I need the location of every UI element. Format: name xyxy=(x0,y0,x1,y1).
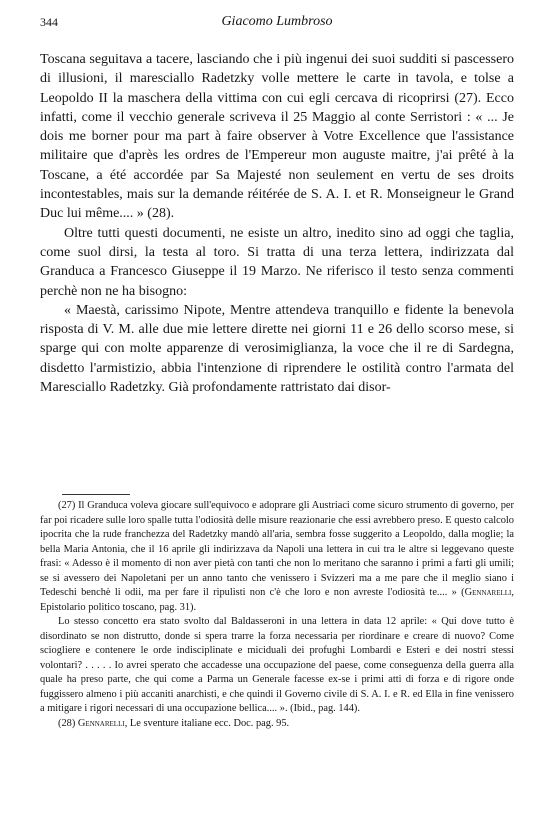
footnote-citation: , Epistolario politico toscano, pag. 31). xyxy=(40,587,514,613)
footnote-author: Gennarelli xyxy=(464,587,512,598)
paragraph: Toscana seguitava a tacere, lasciando che i più ingenui dei suoi sudditi si pascessero di illusioni, il maresciallo Radetzky volle mettere le carte in tavola, e tolse a Leopoldo II la maschera della vittima con cui egli cercava di ricoprirsi (27). Ecco infatti, come il vecchio generale scriveva il 25 Maggio al conte Serristori : « ... Je dois me borner pour ma part à faire observer à Votre Excellence que l'assistance militaire que d'après les ordres de l'Empereur mon auguste maitre, j'ai prêté à la Toscane, a été accordée par Sa Majesté non seulement en vertu de ses droits incontestables, mais sur la demande réitérée de S. A. I. et R. Monseigneur le Grand Duc lui même.... » (28). xyxy=(40,52,514,222)
running-title: Giacomo Lumbroso xyxy=(221,14,333,29)
footnote-author: Gennarelli xyxy=(77,717,125,729)
footnotes xyxy=(40,499,514,731)
page-header xyxy=(40,14,514,34)
footnote-citation: , Le sventure italiane ecc. Doc. pag. 95. xyxy=(124,717,290,729)
page-number: 344 xyxy=(40,15,58,29)
quoted-letter: « Maestà, carissimo Nipote, Mentre attendeva tranquillo e fidente la benevola risposta di V. M. alle due mie lettere dirette nei giorni 11 e 26 dello scorso mese, si sparge qui con molte apparenze di verosimiglianza, la voce che il re di Sardegna, disdetto l'armistizio, abbia l'intenzione di riprendere le ostilità contro l'armata del Maresciallo Radetzky. Già profondamente rattristato dai disor- xyxy=(40,302,514,396)
body-text xyxy=(40,50,514,397)
footnote-text: (27) Il Granduca voleva giocare sull'equivoco e adoprare gli Austriaci come sicuro strumento di governo, per far poi ricadere sulle loro spalle tutta l'odiosità delle misure reazionarie che essi avrebbero preso. E questo calcolo ipocrita che la rude franchezza del Radetzky mandò all'aria, sembra fosse suggerito a Leopoldo, dalla moglie; la bella Maria Antonia, che il 16 aprile gli indirizzava da Napoli una lettera in cui tra le altre si leggevano queste frasi: « Adesso è il momento di non aver pietà con tanti che non lo meritano che saranno i primi a farti gli umili; se si avessero dei Napoletani per un anno tanto che venissero i Svizzeri ma a me pare che il meglio siano i Tedeschi benchè li odii, ma per fare il ripulisti non c'è che loro e non avreste l'odiosità te.... » ( xyxy=(40,500,514,598)
footnote-number: (28) xyxy=(58,717,78,729)
footnote-27 xyxy=(40,499,514,615)
footnote-28 xyxy=(40,717,514,732)
footnote-27-continuation: Lo stesso concetto era stato svolto dal Baldasseroni in una lettera in data 12 aprile: « Qui dove tutto è disordinato se non distrutto, donde si spera trarre la forza necessaria per riordinare e creare di nuovo? Come sciogliere e contenere le orde indisciplinate e miciduali dei profughi Lombardi e Esteri e dei nostri stessi volontari? . . . . . Io avrei sperato che accadesse una occupazione del paese, come conseguenza della guerra alla quale ha preso parte, che qui come a Parma un Generale facesse ex-se i primi atti di forza e di rigore onde fuggissero almeno i più accaniti anarchisti, e che quindi il Governo civile di S. A. I. e R. ed Ella in fine venissero a mitigare i rigori necessari di una occupazione bellica.... ». (Ibid., pag. 144). xyxy=(40,616,514,714)
paragraph: Oltre tutti questi documenti, ne esiste un altro, inedito sino ad oggi che taglia, come suol dirsi, la testa al toro. Si tratta di una terza lettera, indirizzata dal Granduca a Francesco Giuseppe il 19 Marzo. Ne riferisco il testo senza commenti perchè non ne ha bisogno: xyxy=(40,225,514,299)
footnote-divider xyxy=(62,494,130,495)
